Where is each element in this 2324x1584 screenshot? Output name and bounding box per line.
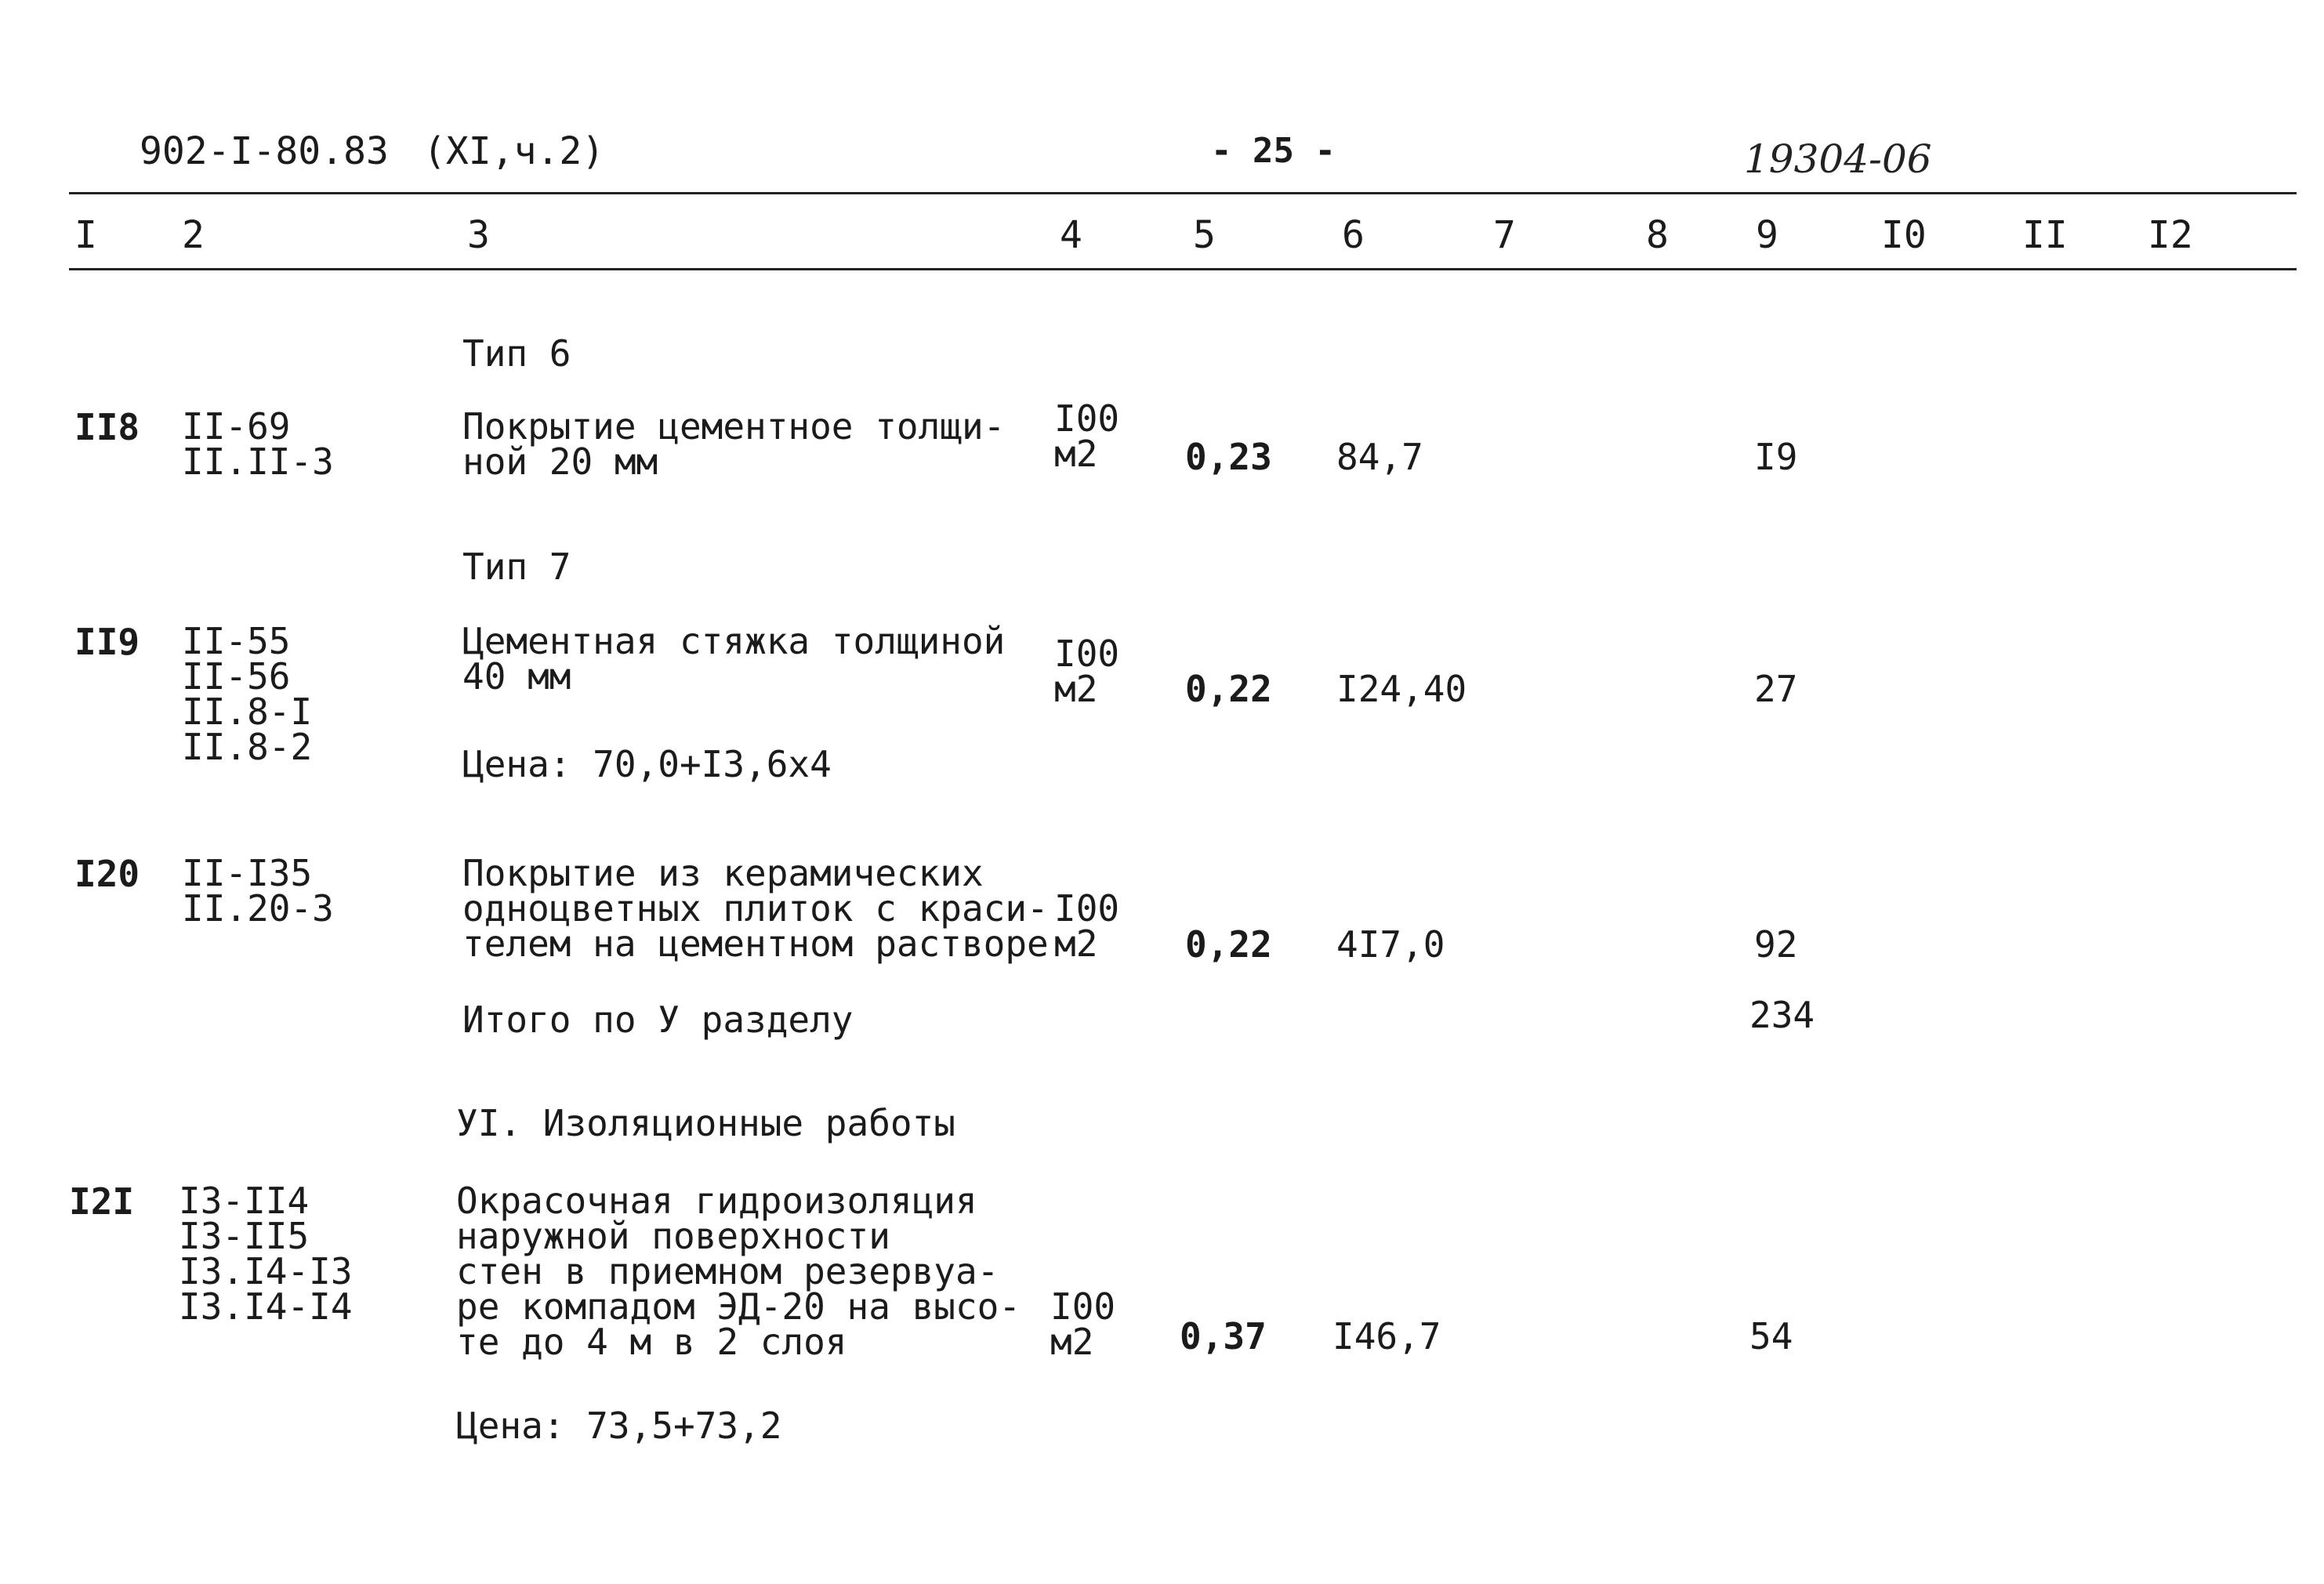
description-line: ной 20 мм: [462, 440, 658, 483]
row-quantity: 0,37: [1180, 1315, 1267, 1357]
row-description: [456, 1180, 1021, 1363]
unit-line: м2: [1054, 433, 1098, 475]
description-line: Покрытие цементное толщи-: [462, 405, 1006, 448]
row-price: I24,40: [1336, 668, 1467, 710]
row-price: 4I7,0: [1336, 923, 1445, 966]
section-total-label: Итого по У разделу: [462, 999, 854, 1041]
row-codes: [179, 1180, 353, 1328]
unit-line: I00: [1054, 633, 1120, 675]
row-total: 92: [1754, 923, 1798, 966]
price-note: Цена: 73,5+73,2: [456, 1405, 782, 1447]
row-total: 54: [1749, 1315, 1793, 1357]
column-header-5: 5: [1193, 213, 1216, 257]
code: II.8-I: [182, 691, 313, 733]
type-heading: Тип 7: [462, 546, 571, 588]
code: I3-II4: [179, 1180, 310, 1222]
description-line: ре компадом ЭД-20 на высо-: [456, 1285, 1021, 1328]
price-note: Цена: 70,0+I3,6x4: [462, 743, 832, 785]
unit-line: I00: [1054, 887, 1120, 930]
header-rule: [69, 192, 2297, 194]
description-line: наружной поверхности: [456, 1215, 890, 1257]
column-header-rule: [69, 268, 2297, 270]
unit-line: I00: [1054, 397, 1120, 440]
row-codes: [182, 620, 313, 768]
section-reference: (XI,ч.2): [423, 129, 605, 173]
code: II-55: [182, 620, 291, 662]
row-quantity: 0,22: [1185, 923, 1272, 966]
code: II-I35: [182, 852, 313, 894]
section-title: УI. Изоляционные работы: [456, 1102, 955, 1144]
description-line: 40 мм: [462, 655, 571, 698]
description-line: Цементная стяжка толщиной: [462, 620, 1006, 662]
row-number: II8: [74, 406, 140, 448]
description-line: стен в приемном резервуа-: [456, 1250, 999, 1292]
row-unit: [1054, 633, 1120, 710]
row-unit: [1054, 887, 1120, 965]
column-header-11: II: [2022, 213, 2068, 257]
description-line: Покрытие из керамических: [462, 852, 984, 894]
description-line: одноцветных плиток с краси-: [462, 887, 1049, 930]
column-header-1: I: [74, 213, 97, 257]
column-header-9: 9: [1756, 213, 1778, 257]
code: II-69: [182, 405, 291, 448]
row-number: I2I: [69, 1180, 135, 1223]
row-description: [462, 852, 1049, 965]
description-line: телем на цементном растворе: [462, 922, 1049, 965]
row-quantity: 0,22: [1185, 668, 1272, 710]
code: I3.I4-I3: [179, 1250, 353, 1292]
code: II-56: [182, 655, 291, 698]
row-price: I46,7: [1332, 1315, 1441, 1357]
row-quantity: 0,23: [1185, 436, 1272, 478]
row-codes: [182, 405, 334, 483]
row-number: II9: [74, 621, 140, 663]
row-description: [462, 620, 1006, 698]
row-unit: [1054, 397, 1120, 475]
column-header-6: 6: [1342, 213, 1365, 257]
description-line: Окрасочная гидроизоляция: [456, 1180, 977, 1222]
type-heading: Тип 6: [462, 332, 571, 375]
column-header-4: 4: [1060, 213, 1082, 257]
unit-line: I00: [1050, 1285, 1116, 1328]
code: II.20-3: [182, 887, 334, 930]
section-total-value: 234: [1749, 994, 1815, 1036]
row-price: 84,7: [1336, 436, 1423, 478]
row-unit: [1050, 1285, 1116, 1363]
code: I3-II5: [179, 1215, 310, 1257]
column-header-2: 2: [182, 213, 205, 257]
row-total: 27: [1754, 668, 1798, 710]
unit-line: м2: [1054, 668, 1098, 710]
column-header-3: 3: [467, 213, 490, 257]
unit-line: м2: [1050, 1321, 1094, 1363]
column-header-8: 8: [1646, 213, 1669, 257]
code: I3.I4-I4: [179, 1285, 353, 1328]
column-header-12: I2: [2148, 213, 2193, 257]
page-number: - 25 -: [1211, 131, 1336, 171]
code: II.II-3: [182, 440, 334, 483]
code: II.8-2: [182, 726, 313, 768]
handwritten-inventory-number: 19304-06: [1744, 136, 1932, 182]
row-total: I9: [1754, 436, 1798, 478]
document-code: 902-I-80.83: [140, 129, 389, 173]
column-header-10: I0: [1881, 213, 1927, 257]
row-number: I20: [74, 853, 140, 895]
row-codes: [182, 852, 334, 930]
unit-line: м2: [1054, 922, 1098, 965]
row-description: [462, 405, 1006, 483]
column-header-7: 7: [1493, 213, 1516, 257]
description-line: те до 4 м в 2 слоя: [456, 1321, 847, 1363]
